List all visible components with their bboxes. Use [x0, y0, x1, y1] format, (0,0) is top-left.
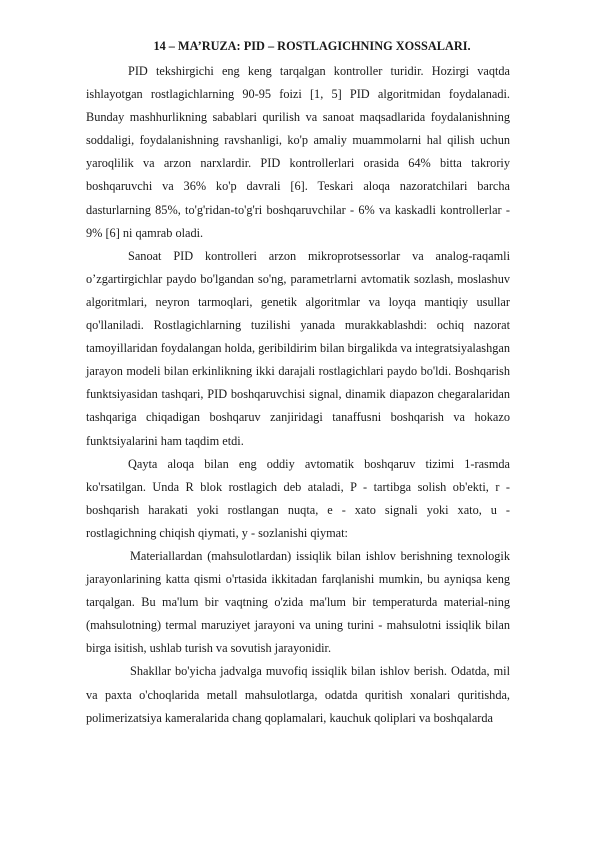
paragraph-5: Shakllar bo'yicha jadvalga muvofiq issiqlik bilan ishlov berish. Odatda, mil va paxta o'choqlarida metall mahsulotlarga, odatda quritish xonalari quritishda, polimerizatsiya kameralarida chang qoplamalari, kauchuk qoliplari va boshqalarda — [86, 664, 510, 725]
paragraph-1: PID tekshirgichi eng keng tarqalgan kontroller turidir. Hozirgi vaqtda ishlayotgan rostlagichlarning 90-95 foizi [1, 5] PID algoritmidan foydalanadi. Bunday mashhurlikning sabablari qurilish va sanoat maqsadlarida foydalanishning soddaligi, foydalanishning ravshanligi, ko'p amaliy muammolarni hal qilish uchun yaroqlilik va arzon narxlardir. PID kontrollerlari orasida 64% bitta takroriy boshqaruvchi va 36% ko'p davrali [6]. Teskari aloqa nazoratchilari barcha dasturlarning 85%, to'g'ridan-to'g'ri boshqaruvchilar - 6% va kaskadli kontrollerlar - 9% [6] ni qamrab oladi. — [86, 64, 510, 240]
document-page — [86, 38, 510, 730]
paragraph-2: Sanoat PID kontrolleri arzon mikroprotsessorlar va analog-raqamli o’zgartirgichlar paydo bo'lgandan so'ng, parametrlarni avtomatik sozlash, moslashuv algoritmlari, neyron tarmoqlari, genetik algoritmlar va loyqa mantiqiy usullar qo'llaniladi. Rostlagichlarning tuzilishi yanada murakkablashdi: ochiq nazorat tamoyillaridan foydalangan holda, geribildirim bilan birgalikda va integratsiyalashgan jarayon modeli bilan erkinlikning ikki darajali rostlagichlari paydo bo'ldi. Boshqarish funktsiyasidan tashqari, PID boshqaruvchisi signal, dinamik diapazon chegaralaridan tashqariga chiqadigan boshqaruv zanjiridagi tanaffusni boshqarish va hokazo funktsiyalarini ham taqdim etdi. — [86, 248, 510, 448]
paragraph-3: Qayta aloqa bilan eng oddiy avtomatik boshqaruv tizimi 1-rasmda ko'rsatilgan. Unda R blok rostlagich deb ataladi, P - tartibga solish ob'ekti, r - boshqarish harakati yoki rostlangan nuqta, e - xato signali yoki xato, u - rostlagichning chiqish qiymati, y - sozlanishi qiymat: — [86, 456, 510, 540]
page-title: 14 – MA’RUZA: PID – ROSTLAGICHNING XOSSALARI. — [153, 39, 471, 53]
paragraph-4: Materiallardan (mahsulotlardan) issiqlik bilan ishlov berishning texnologik jarayonlarining katta qismi o'rtasida ikkitadan farqlanishi mumkin, bu ayniqsa keng tarqalgan. Bu ma'lum bir vaqtning o'zida ma'lum bir temperaturda material-ning (mahsulotning) termal maruziyet jarayoni va uning turini - mahsulotni issiqlik bilan birga isitish, ushlab turish va sovutish jarayonidir. — [86, 548, 510, 656]
